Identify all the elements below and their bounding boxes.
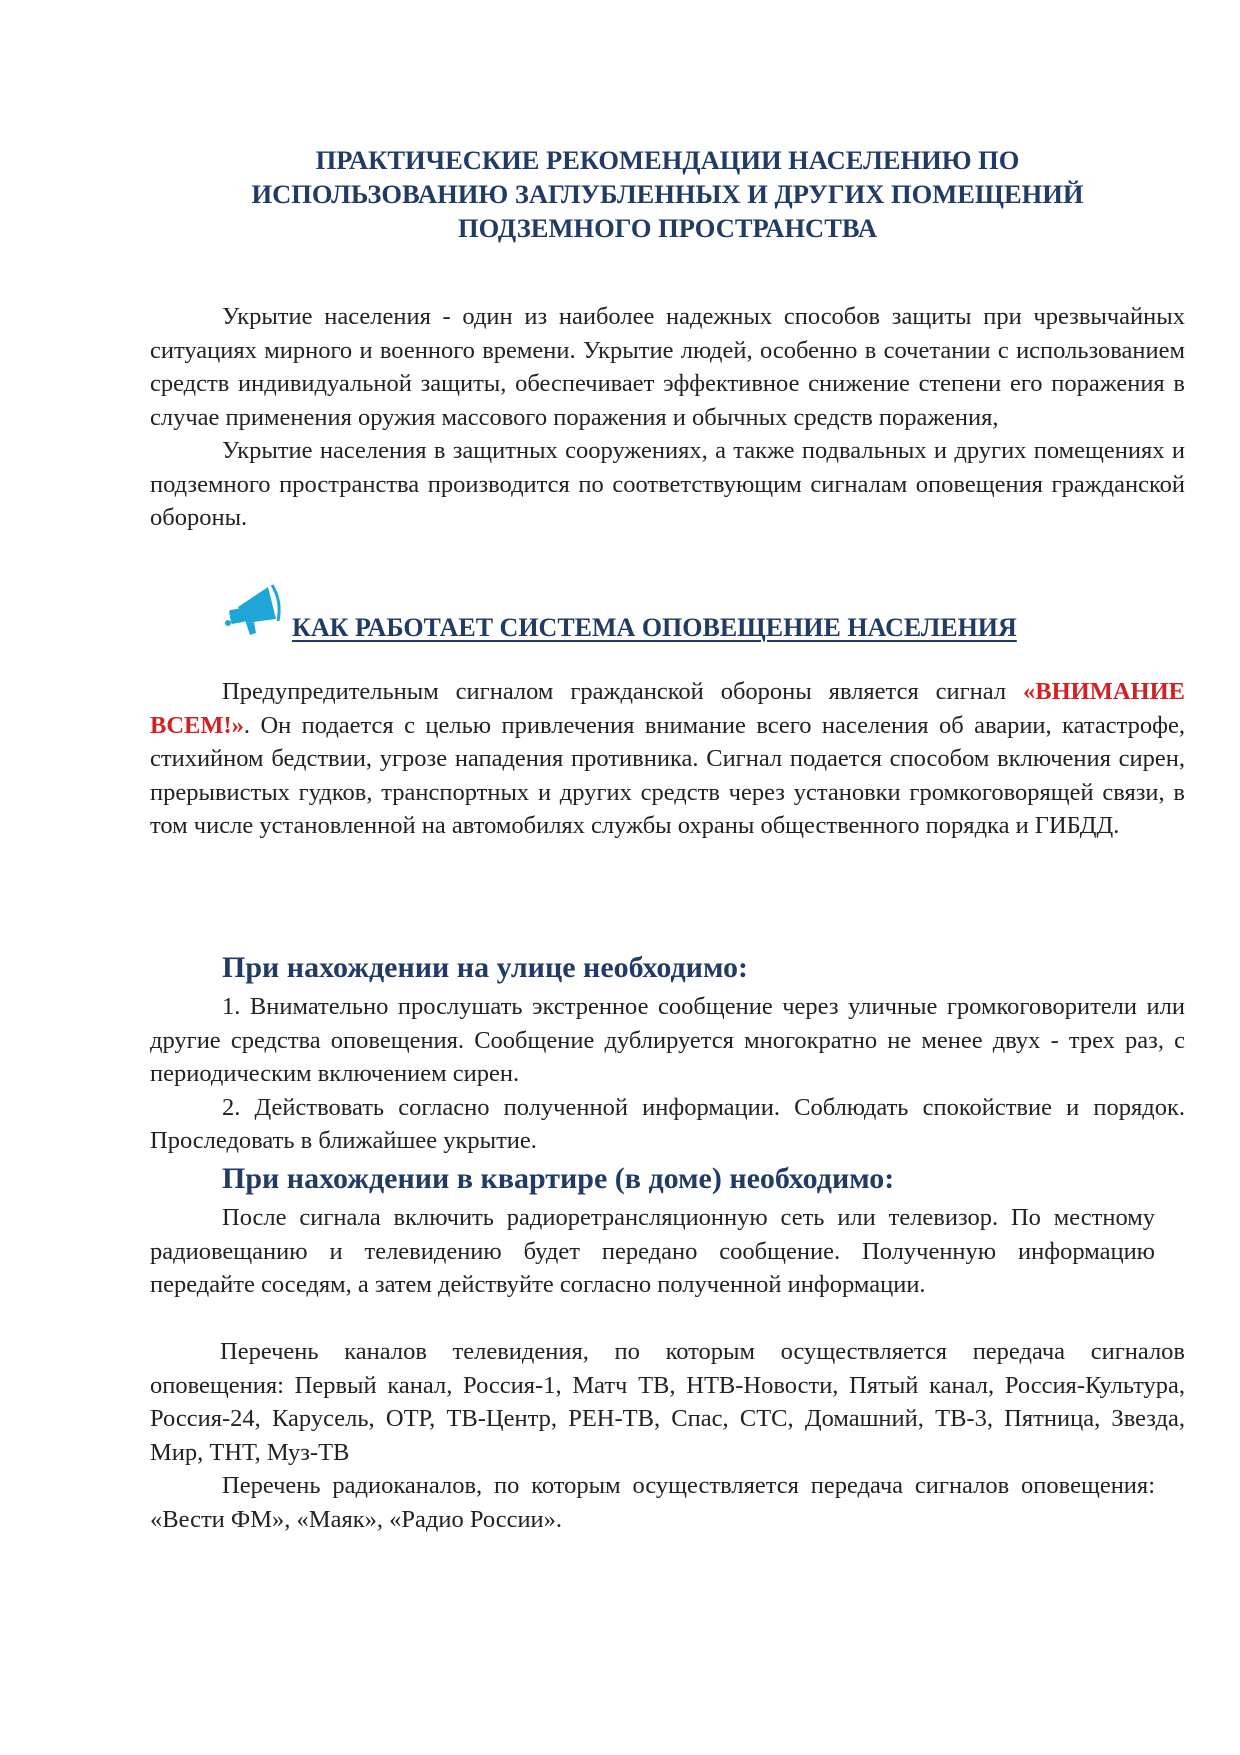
home-paragraph: После сигнала включить радиоретрансляционную сеть или телевизор. По местному радиовещанию и телевидению будет передано сообщение. Полученную информацию передайте соседям, а затем действуйте согласно полученной информации. xyxy=(150,1204,1155,1298)
alert-system-heading: КАК РАБОТАЕТ СИСТЕМА ОПОВЕЩЕНИЕ НАСЕЛЕНИЯ xyxy=(292,613,1017,642)
intro-section xyxy=(150,300,1185,535)
tv-channels-paragraph: Перечень каналов телевидения, по которым осуществляется передача сигналов оповещения: Первый канал, Россия-1, Матч ТВ, НТВ-Новости, Пятый канал, Россия-Культура, Россия-24, Карусель, ОТР, ТВ-Центр, РЕН-ТВ, Спас, СТС, Домашний, ТВ-3, Пятница, Звезда, Мир, ТНТ, Муз-ТВ xyxy=(150,1338,1185,1466)
street-item-1: 1. Внимательно прослушать экстренное сообщение через уличные громкоговорители или другие средства оповещения. Сообщение дублируется многократно не менее двух - трех раз, с периодическим включением сирен. xyxy=(150,993,1185,1087)
street-heading: При нахождении на улице необходимо: xyxy=(222,951,748,984)
attention-signal: «ВНИМАНИЕ ВСЕМ!» xyxy=(150,678,1185,739)
document-title xyxy=(150,143,1185,245)
intro-paragraph-1: Укрытие населения - один из наиболее надежных способов защиты при чрезвычайных ситуациях мирного и военного времени. Укрытие людей, особенно в сочетании с использованием средств индивидуальной защиты, обеспечивает эффективное снижение степени его поражения в случае применения оружия массового поражения и обычных средств поражения, xyxy=(150,303,1185,431)
street-item-2: 2. Действовать согласно полученной информации. Соблюдать спокойствие и порядок. Проследовать в ближайшее укрытие. xyxy=(150,1093,1185,1154)
alert-paragraph xyxy=(150,675,1185,843)
megaphone-icon xyxy=(224,583,286,641)
alert-paragraph-rest: . Он подается с целью привлечения внимание всего населения об аварии, катастрофе, стихийном бедствии, угрозе нападения противника. Сигнал подается способом включения сирен, прерывистых гудков, транспортных и других средств через установки громкоговорящей связи, в том числе установленной на автомобилях службы охраны общественного порядка и ГИБДД. xyxy=(150,711,1185,839)
title-line-2: ИСПОЛЬЗОВАНИЮ ЗАГЛУБЛЕННЫХ И ДРУГИХ ПОМЕЩЕНИЙ xyxy=(251,179,1084,209)
tv-section xyxy=(150,1335,1185,1469)
title-line-3: ПОДЗЕМНОГО ПРОСТРАНСТВА xyxy=(457,213,878,243)
home-heading: При нахождении в квартире (в доме) необходимо: xyxy=(222,1162,895,1195)
radio-section xyxy=(150,1469,1155,1536)
alert-paragraph-start: Предупредительным сигналом гражданской обороны является сигнал xyxy=(222,678,1007,705)
alert-section xyxy=(150,675,1185,843)
title-line-1: ПРАКТИЧЕСКИЕ РЕКОМЕНДАЦИИ НАСЕЛЕНИЮ ПО xyxy=(315,145,1020,175)
street-section xyxy=(150,990,1185,1158)
radio-channels-paragraph: Перечень радиоканалов, по которым осуществляется передача сигналов оповещения: «Вести ФМ», «Маяк», «Радио России». xyxy=(150,1472,1155,1533)
intro-paragraph-2: Укрытие населения в защитных сооружениях, а также подвальных и других помещениях и подземного пространства производится по соответствующим сигналам оповещения гражданской обороны. xyxy=(150,437,1185,531)
home-section xyxy=(150,1201,1155,1302)
